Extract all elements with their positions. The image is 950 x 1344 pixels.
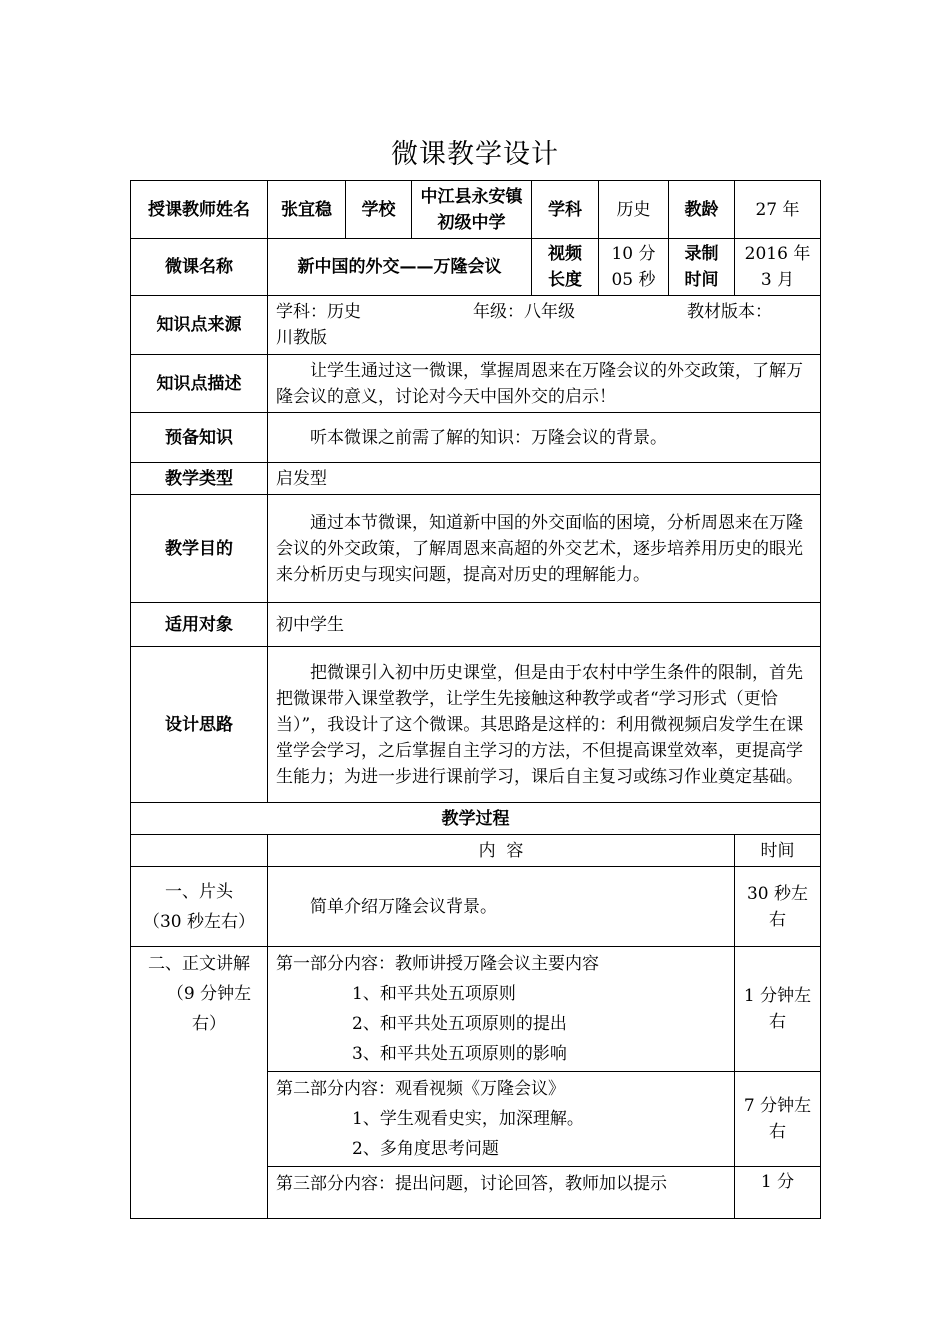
table-row xyxy=(131,495,821,603)
list-item: 1、和平共处五项原则 xyxy=(352,984,516,1004)
prior-label: 预备知识 xyxy=(131,413,268,463)
school-value: 中江县永安镇初级中学 xyxy=(412,181,532,239)
stage-1-cell xyxy=(131,867,268,947)
part-1-title: 第一部分内容：教师讲授万隆会议主要内容 xyxy=(276,954,599,974)
table-row xyxy=(131,603,821,647)
list-item: 1、学生观看史实，加深理解。 xyxy=(352,1109,584,1129)
goal-label: 教学目的 xyxy=(131,495,268,603)
process-header: 教学过程 xyxy=(131,803,821,835)
part-3-content xyxy=(268,1167,735,1219)
length-value: 10 分 05 秒 xyxy=(599,239,669,296)
goal-text: 通过本节微课，知道新中国的外交面临的困境，分析周恩来在万隆会议的外交政策，了解周恩来高超的外交艺术，逐步培养用历史的眼光来分析历史与现实问题，提高对历史的理解能力。 xyxy=(268,495,821,603)
part-2-content xyxy=(268,1072,735,1167)
list-item: 2、多角度思考问题 xyxy=(352,1139,499,1159)
record-value: 2016 年 3 月 xyxy=(735,239,821,296)
process-content-header: 内 容 xyxy=(268,835,735,867)
table-row xyxy=(131,463,821,495)
part-2-title: 第二部分内容：观看视频《万隆会议》 xyxy=(276,1079,565,1099)
length-label: 视频长度 xyxy=(532,239,599,296)
course-name-label: 微课名称 xyxy=(131,239,268,296)
subject-label: 学科 xyxy=(532,181,599,239)
description-label: 知识点描述 xyxy=(131,355,268,413)
description-text: 让学生通过这一微课，掌握周恩来在万隆会议的外交政策，了解万隆会议的意义，讨论对今天中国外交的启示！ xyxy=(268,355,821,413)
table-row xyxy=(131,296,821,355)
stage-2-duration: （9 分钟左右） xyxy=(166,984,252,1034)
table-row xyxy=(131,181,821,239)
part-3-time: 1 分 xyxy=(735,1167,821,1219)
source-grade: 年级：八年级 xyxy=(473,302,575,322)
source-edition-value: 川教版 xyxy=(276,328,327,348)
stage-1-time: 30 秒左右 xyxy=(735,867,821,947)
design-table xyxy=(130,180,821,1219)
teacher-value: 张宜稳 xyxy=(268,181,346,239)
stage-1-duration: （30 秒左右） xyxy=(142,911,256,932)
stage-2-cell xyxy=(131,947,268,1219)
source-value xyxy=(268,296,821,355)
list-item: 3、和平共处五项原则的影响 xyxy=(352,1044,567,1064)
design-text: 把微课引入初中历史课堂，但是由于农村中学生条件的限制，首先把微课带入课堂教学，让学生先接触这种教学或者“学习形式（更恰当）”，我设计了这个微课。其思路是这样的：利用微视频启发学生在课堂学会学习，之后掌握自主学习的方法，不但提高课堂效率，更提高学生能力；为进一步进行课前学习，课后自主复习或练习作业奠定基础。 xyxy=(268,647,821,803)
audience-text: 初中学生 xyxy=(268,603,821,647)
school-label: 学校 xyxy=(346,181,412,239)
page-title: 微课教学设计 xyxy=(391,139,559,170)
table-row xyxy=(131,947,821,1072)
table-row xyxy=(131,803,821,835)
table-row xyxy=(131,835,821,867)
table-row xyxy=(131,647,821,803)
type-label: 教学类型 xyxy=(131,463,268,495)
source-label: 知识点来源 xyxy=(131,296,268,355)
source-subject: 学科：历史 xyxy=(276,302,361,322)
list-item: 2、和平共处五项原则的提出 xyxy=(352,1014,567,1034)
years-label: 教龄 xyxy=(669,181,735,239)
part-2-time: 7 分钟左右 xyxy=(735,1072,821,1167)
table-row xyxy=(131,867,821,947)
design-label: 设计思路 xyxy=(131,647,268,803)
subject-value: 历史 xyxy=(599,181,669,239)
audience-label: 适用对象 xyxy=(131,603,268,647)
prior-text: 听本微课之前需了解的知识：万隆会议的背景。 xyxy=(268,413,821,463)
type-text: 启发型 xyxy=(268,463,821,495)
process-time-header: 时间 xyxy=(735,835,821,867)
course-name-value: 新中国的外交——万隆会议 xyxy=(268,239,532,296)
part-1-content xyxy=(268,947,735,1072)
stage-1-name: 一、片头 xyxy=(165,881,233,902)
stage-1-content: 简单介绍万隆会议背景。 xyxy=(268,867,735,947)
record-label: 录制时间 xyxy=(669,239,735,296)
process-stage-header xyxy=(131,835,268,867)
table-row xyxy=(131,355,821,413)
part-3-title: 第三部分内容：提出问题，讨论回答，教师加以提示 xyxy=(276,1174,667,1194)
years-value: 27 年 xyxy=(735,181,821,239)
table-row xyxy=(131,413,821,463)
part-1-time: 1 分钟左右 xyxy=(735,947,821,1072)
teacher-label: 授课教师姓名 xyxy=(131,181,268,239)
table-row xyxy=(131,239,821,296)
source-edition-label: 教材版本： xyxy=(687,302,772,322)
stage-2-name: 二、正文讲解 xyxy=(148,954,250,974)
